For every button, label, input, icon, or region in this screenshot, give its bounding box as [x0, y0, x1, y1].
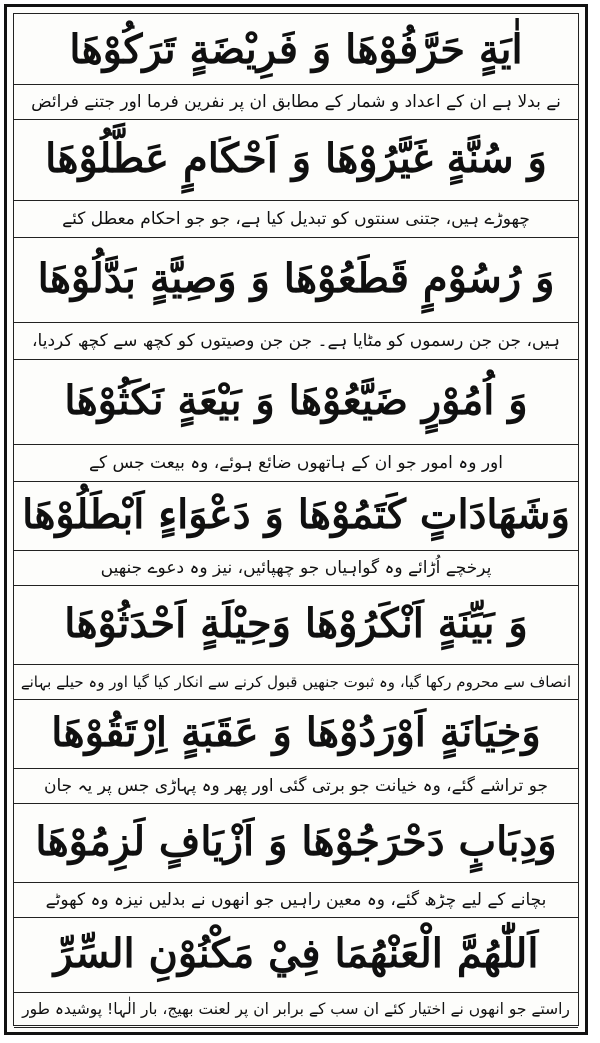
urdu-line-8: بچانے کے لیے چڑھ گئے، وہ معین راہیں جو انھوں نے بدلیں نیزہ وہ کھوٹے: [14, 882, 578, 918]
urdu-line-5: پرخچے اُڑائے وہ گواہیاں جو چھپائیں، نیز وہ دعوے جنھیں: [14, 550, 578, 586]
urdu-line-4: اور وہ امور جو ان کے ہاتھوں ضائع ہوئے، وہ بیعت جس کے: [14, 444, 578, 482]
urdu-line-2: چھوڑے ہیں، جتنی سنتوں کو تبدیل کیا ہے، جو جو احکام معطل کئے: [14, 200, 578, 238]
arabic-line-8: وَدِبَابٍ دَحْرَجُوْهَا وَ اَزْيَافٍ لَزِمُوْهَا: [35, 818, 557, 865]
arabic-line-5: وَشَهَادَاتٍ كَتَمُوْهَا وَ دَعْوَاءٍ اَبْطَلُوْهَا: [22, 491, 570, 538]
arabic-line-3: وَ رُسُوْمٍ قَطَعُوْهَا وَ وَصِيَّةٍ بَدَّلُوْهَا: [37, 255, 555, 302]
arabic-line-9: اَللّٰهُمَّ الْعَنْهُمَا فِيْ مَكْنُوْنِ السِّرِّ: [53, 930, 539, 977]
arabic-line-4: وَ اُمُوْرٍ ضَيَّعُوْهَا وَ بَيْعَةٍ نَكَثُوْهَا: [64, 377, 528, 424]
arabic-line-1: اٰيَةٍ حَرَّفُوْهَا وَ فَرِيْضَةٍ تَرَكُوْهَا: [69, 26, 523, 73]
arabic-line-2: وَ سُنَّةٍ غَيَّرُوْهَا وَ اَحْكَامٍ عَطَّلُوْهَا: [45, 135, 547, 182]
urdu-line-6: انصاف سے محروم رکھا گیا، وہ ثبوت جنھیں قبول کرنے سے انکار کیا گیا اور وہ حیلے بہانے: [14, 664, 578, 700]
urdu-line-9: راستے جو انھوں نے اختیار کئے ان سب کے برابر ان پر لعنت بھیج، بار الٰہا! پوشیدہ طور: [14, 992, 578, 1028]
arabic-line-7: وَخِيَانَةٍ اَوْرَدُوْهَا وَ عَقَبَةٍ اِرْتَقُوْهَا: [51, 709, 541, 756]
arabic-line-6: وَ بَيِّنَةٍ اَنْكَرُوْهَا وَحِيْلَةٍ اَحْدَثُوْهَا: [64, 600, 528, 647]
urdu-line-1: نے بدلا ہے ان کے اعداد و شمار کے مطابق ان پر نفرین فرما اور جتنے فرائض: [14, 84, 578, 120]
urdu-line-7: جو تراشے گئے، وہ خیانت جو برتی گئی اور پھر وہ پہاڑی جس پر یہ جان: [14, 768, 578, 804]
page-frame: [4, 4, 588, 1035]
urdu-line-3: ہیں، جن جن رسموں کو مٹایا ہے۔ جن جن وصیتوں کو کچھ سے کچھ کردیا،: [14, 322, 578, 360]
text-block: [13, 13, 579, 1026]
